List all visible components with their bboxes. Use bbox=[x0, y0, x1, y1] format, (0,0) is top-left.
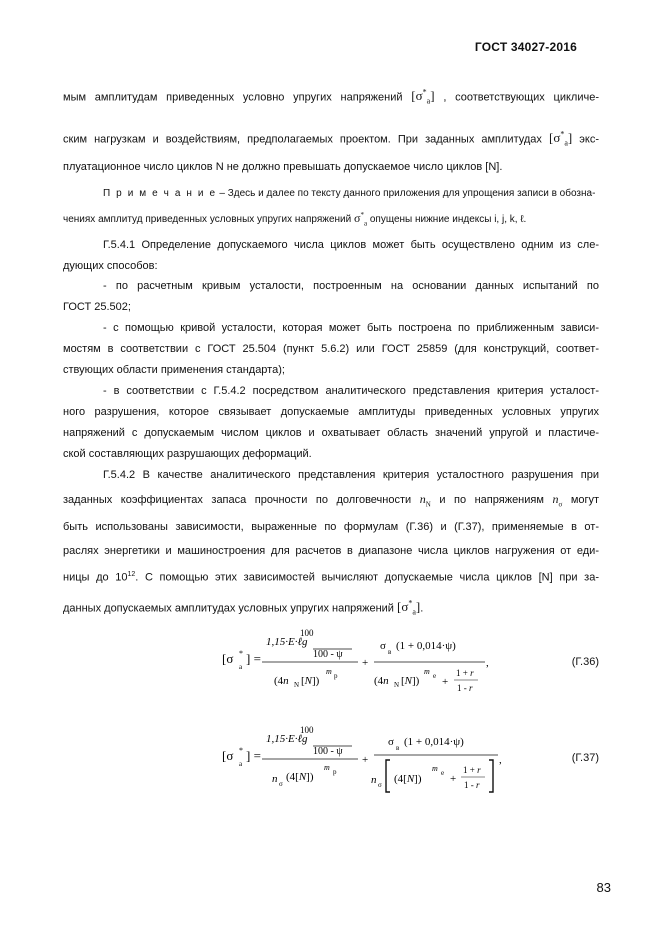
note-label: П р и м е ч а н и е bbox=[103, 188, 217, 199]
sigma-a-star-symbol: $[\sigma^*_a]$ bbox=[397, 599, 421, 617]
den-100-psi: 100 - ψ bbox=[313, 649, 343, 660]
text-line: плуатационное число циклов N не должно превышать допускаемое число циклов [N]. bbox=[63, 161, 503, 173]
text-line: данных допускаемых амплитудах условных упругих напряжений $[\sigma^*_a]$. bbox=[63, 599, 424, 617]
text-span: – Здесь и далее по тексту данного приложения для упрощения записи в обозна- bbox=[216, 188, 596, 199]
text-line bbox=[63, 128, 599, 151]
sigma-a-star-symbol: $[\sigma^*_a]$ bbox=[548, 130, 573, 148]
subscript-a: a bbox=[239, 663, 243, 671]
text-line bbox=[63, 86, 599, 109]
plus-sign: + bbox=[442, 676, 449, 688]
plus-sign: + bbox=[362, 657, 369, 669]
subscript-a: a bbox=[239, 760, 243, 768]
subscript-sigma: σ bbox=[279, 780, 283, 788]
formula-lhs: [σ bbox=[222, 651, 234, 666]
den2-n: n bbox=[371, 774, 377, 786]
text-line: Г.5.4.1 Определение допускаемого числа циклов может быть осуществлено одним из сле- bbox=[103, 239, 599, 251]
r-num: 1 + r bbox=[456, 668, 474, 678]
text-span: опущены нижние индексы i, j, k, ℓ. bbox=[369, 214, 527, 225]
plus-sign: + bbox=[450, 773, 457, 785]
note-line bbox=[103, 187, 599, 201]
text-span: ницы до 10 bbox=[63, 571, 128, 584]
bracket: ] = bbox=[246, 748, 261, 763]
left-big-bracket bbox=[386, 760, 390, 792]
n-N-symbol: $n_N$ bbox=[419, 492, 431, 509]
den2-text: (4n bbox=[374, 675, 389, 687]
note-line bbox=[63, 208, 599, 230]
exp-p: p bbox=[334, 672, 338, 680]
text-line: мостям в соответствии с ГОСТ 25.504 (пункт 5.6.2) или ГОСТ 25859 (для конструкций, соответ- bbox=[63, 343, 599, 355]
r-num: 1 + r bbox=[463, 765, 481, 775]
text-line: Г.5.4.2 В качестве аналитического представления критерия усталостного разрушения при bbox=[103, 469, 599, 481]
den1-text: (4n bbox=[274, 675, 289, 687]
text-line: дующих способов: bbox=[63, 260, 158, 272]
text-line: раслях энергетики и машиностроения для расчетов в диапазоне числа циклов нагружения от еди- bbox=[63, 545, 599, 557]
sigma-a-star-symbol: $[\sigma^*_a]$ bbox=[411, 88, 435, 106]
page-number: 83 bbox=[596, 880, 611, 895]
text-line: напряжений с допускаемым числом циклов и охватывает область значений упругой и пластиче- bbox=[63, 427, 599, 439]
exp-m: m bbox=[324, 763, 330, 772]
num2-text: (1 + 0,014·ψ) bbox=[396, 640, 456, 652]
num1-text: 1,15·E·ℓg bbox=[266, 733, 308, 745]
exp-e: e bbox=[441, 769, 445, 777]
text-span: ским нагрузкам и воздействиям, предполагаемых проектом. При заданных амплитудах bbox=[63, 133, 542, 146]
formula-number-g36: (Г.36) bbox=[571, 656, 599, 668]
num2-text: (1 + 0,014·ψ) bbox=[404, 736, 464, 748]
text-span: мым амплитудам приведенных условно упругих напряжений bbox=[63, 91, 403, 104]
exp-p: p bbox=[333, 768, 337, 776]
n-sigma-symbol: $n_\sigma$ bbox=[552, 492, 563, 509]
text-line: ГОСТ 25.502; bbox=[63, 301, 131, 313]
text-span: . С помощью этих зависимостей вычисляют допускаемые числа циклов [N] при за- bbox=[135, 571, 600, 584]
r-den: 1 - r bbox=[457, 683, 473, 693]
formula-g36 bbox=[210, 625, 510, 697]
text-line: - по расчетным кривым усталости, построенным на основании данных испытаний по bbox=[103, 280, 599, 292]
den2-tail: [N]) bbox=[401, 675, 420, 687]
num-100: 100 bbox=[300, 725, 314, 735]
num1-text: 1,15·E·ℓg bbox=[266, 636, 308, 648]
subscript-N: N bbox=[394, 681, 400, 689]
document-header: ГОСТ 34027-2016 bbox=[474, 40, 577, 54]
exp-m: m bbox=[432, 764, 438, 773]
bracket: ] = bbox=[246, 651, 261, 666]
comma: , bbox=[486, 657, 489, 669]
text-span: данных допускаемых амплитудах условных упругих напряжений bbox=[63, 602, 394, 615]
text-line bbox=[63, 568, 599, 585]
sigma-a-star-symbol: $\sigma^*_a$ bbox=[354, 211, 368, 228]
formula-lhs: [σ bbox=[222, 748, 234, 763]
den-100-psi: 100 - ψ bbox=[313, 746, 343, 757]
subscript-sigma: σ bbox=[378, 781, 382, 789]
text-span: могут bbox=[570, 494, 600, 506]
superscript: 12 bbox=[127, 571, 136, 578]
text-line: - в соответствии с Г.5.4.2 посредством аналитического представления критерия усталост- bbox=[103, 385, 599, 397]
text-span: и по напряжениям bbox=[439, 494, 544, 506]
right-big-bracket bbox=[489, 760, 493, 792]
text-span: экс- bbox=[579, 133, 600, 146]
text-line: - с помощью кривой усталости, которая может быть построена по приближенным зависи- bbox=[103, 322, 599, 334]
subscript-v: в bbox=[388, 648, 392, 656]
text-line: быть использованы зависимости, выраженные по формулам (Г.36) и (Г.37), применяемые в от- bbox=[63, 521, 599, 533]
text-span: заданных коэффициентах запаса прочности по долговечности bbox=[63, 494, 412, 506]
star: * bbox=[239, 649, 243, 658]
text-span: чениях амплитуд приведенных условных упругих напряжений bbox=[63, 214, 352, 225]
star: * bbox=[239, 746, 243, 755]
text-line: ствующих области применения стандарта); bbox=[63, 364, 285, 376]
num2-sigma: σ bbox=[380, 640, 386, 652]
den1-tail: [N]) bbox=[301, 675, 320, 687]
text-span: , соответствующих цикличе- bbox=[443, 91, 600, 104]
plus-sign: + bbox=[362, 754, 369, 766]
num2-sigma: σ bbox=[388, 736, 394, 748]
text-line: ного разрушения, которое связывает допускаемые амплитуды приведенных условных упругих bbox=[63, 406, 599, 418]
den1-text: (4[N]) bbox=[286, 771, 314, 783]
den1-n: n bbox=[272, 773, 278, 785]
subscript-v: в bbox=[396, 744, 400, 752]
exp-m: m bbox=[326, 667, 332, 676]
den2-text: (4[N]) bbox=[394, 773, 422, 785]
subscript-N: N bbox=[294, 681, 300, 689]
exp-m: m bbox=[424, 667, 430, 676]
comma: , bbox=[499, 754, 502, 766]
text-line: ской составляющих разрушающих деформаций. bbox=[63, 448, 312, 460]
formula-g37 bbox=[210, 722, 510, 800]
r-den: 1 - r bbox=[464, 780, 480, 790]
formula-number-g37: (Г.37) bbox=[571, 752, 599, 764]
exp-e: e bbox=[433, 672, 437, 680]
num-100: 100 bbox=[300, 628, 314, 638]
text-line bbox=[63, 492, 599, 511]
